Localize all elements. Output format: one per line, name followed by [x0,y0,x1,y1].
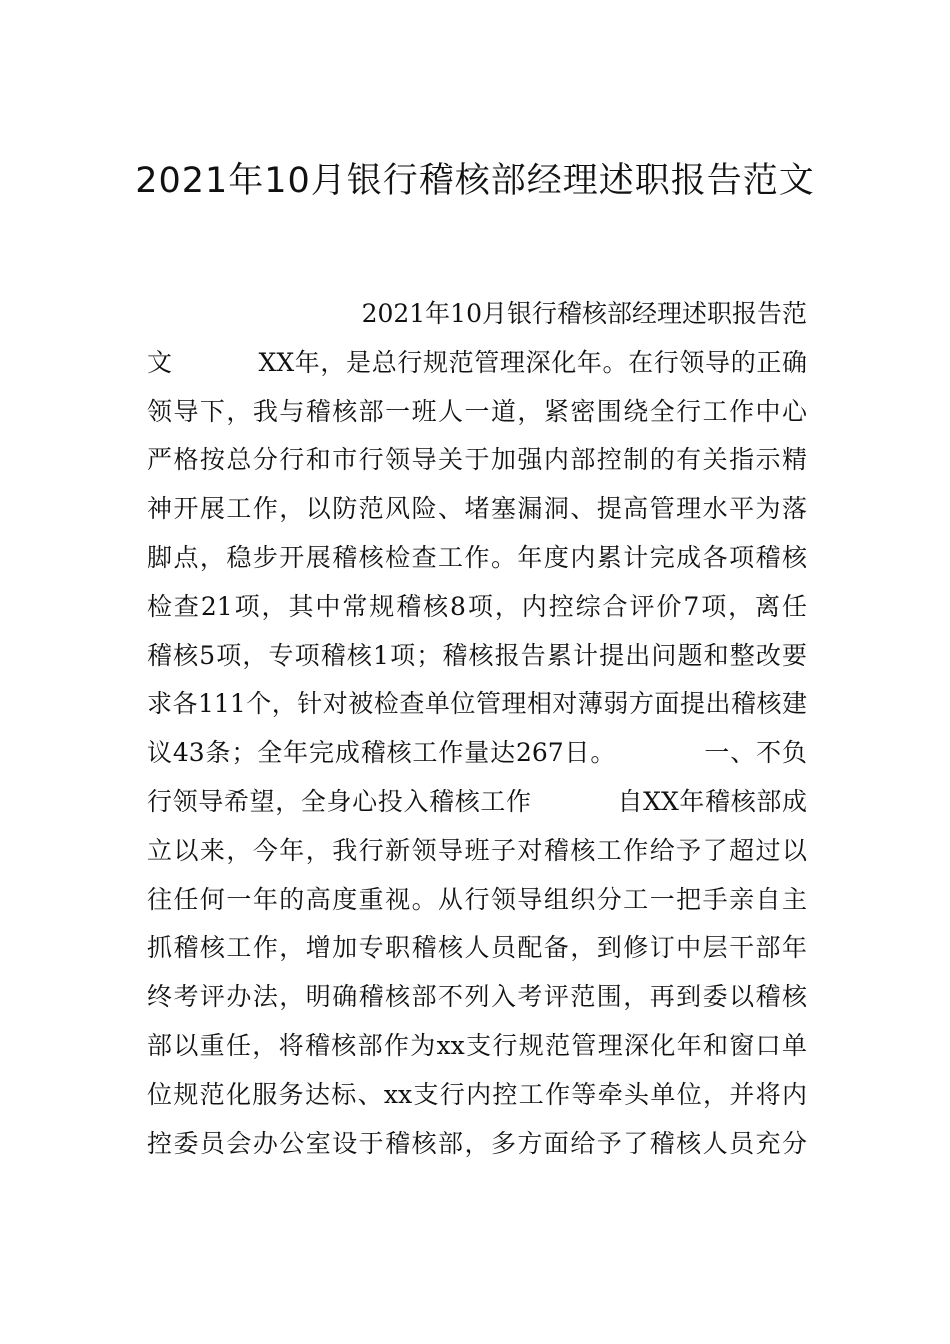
body-line: 稽核5项，专项稽核1项；稽核报告累计提出问题和整改要 [147,640,807,670]
body-line: 立以来，今年，我行新领导班子对稽核工作给予了超过以 [147,835,807,865]
body-line: 2021年10月银行稽核部经理述职报告范 [361,299,807,328]
body-line: 领导下，我与稽核部一班人一道，紧密围绕全行工作中心 [147,396,807,426]
body-line: 控委员会办公室设于稽核部，多方面给予了稽核人员充分 [147,1128,807,1158]
document-body [147,290,807,1168]
document-title: 2021年10月银行稽核部经理述职报告范文 [135,161,815,201]
body-line: 严格按总分行和市行领导关于加强内部控制的有关指示精 [147,445,807,475]
body-line: 部以重任，将稽核部作为xx支行规范管理深化年和窗口单 [147,1030,807,1060]
body-line: 求各111个，针对被检查单位管理相对薄弱方面提出稽核建 [147,689,807,719]
body-line: 神开展工作，以防范风险、堵塞漏洞、提高管理水平为落 [147,494,807,524]
body-line: 位规范化服务达标、xx支行内控工作等牵头单位，并将内 [147,1079,807,1109]
body-line: 脚点，稳步开展稽核检查工作。年度内累计完成各项稽核 [147,542,807,572]
body-line: 文 XX年，是总行规范管理深化年。在行领导的正确 [147,347,807,377]
body-line: 检查21项，其中常规稽核8项，内控综合评价7项，离任 [147,591,807,621]
body-line: 往任何一年的高度重视。从行领导组织分工一把手亲自主 [147,884,807,914]
body-line: 议43条；全年完成稽核工作量达267日。 一、不负 [147,738,807,768]
body-line: 行领导希望，全身心投入稽核工作 自XX年稽核部成 [147,786,807,816]
body-line: 终考评办法，明确稽核部不列入考评范围，再到委以稽核 [147,982,807,1012]
body-line: 抓稽核工作，增加专职稽核人员配备，到修订中层干部年 [147,933,807,963]
